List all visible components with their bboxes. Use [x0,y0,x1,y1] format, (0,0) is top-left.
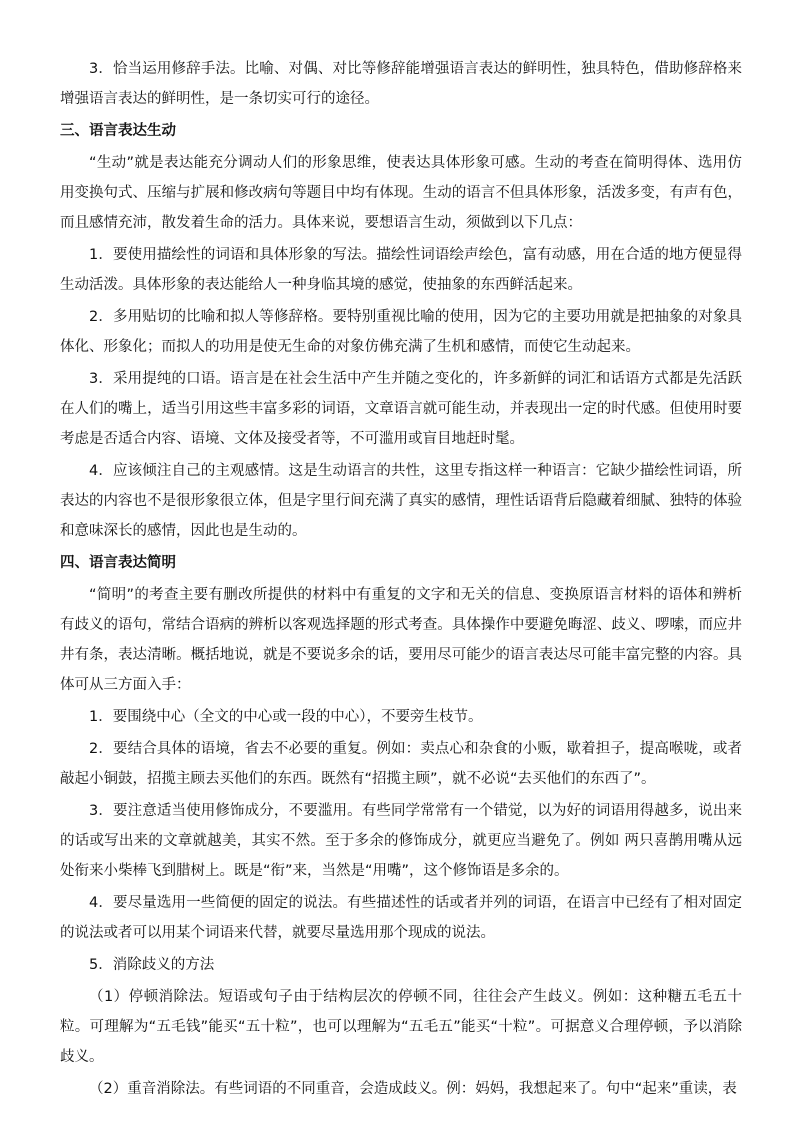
paragraph: 3．采用提纯的口语。语言是在社会生活中产生并随之变化的，许多新鲜的词汇和话语方式都是先活跃在人们的嘴上，适当引用这些丰富多彩的词语，文章语言就可能生动，并表现出一定的时代感。但使用时要考虑是否适合内容、语境、文体及接受者等，不可滥用或盲目地赶时髦。 [60,371,742,447]
section-heading: 四、语言表达简明 [60,555,176,571]
paragraph: 1．要使用描绘性的词语和具体形象的写法。描绘性词语绘声绘色，富有动感，用在合适的地方便显得生动活泼。具体形象的表达能给人一种身临其境的感觉，使抽象的东西鲜活起来。 [60,247,742,293]
paragraph: （1）停顿消除法。短语或句子由于结构层次的停顿不同，往往会产生歧义。例如：这种糖五毛五十粒。可理解为“五毛钱”能买“五十粒”，也可以理解为“五毛五”能买“十粒”。可据意义合理停顿，予以消除歧义。 [60,989,742,1065]
paragraph: 4．应该倾注自己的主观感情。这是生动语言的共性，这里专指这样一种语言：它缺少描绘性词语，所表达的内容也不是很形象很立体，但是字里行间充满了真实的感情，理性话语背后隐藏着细腻、独特的体验和意味深长的感情，因此也是生动的。 [60,463,742,539]
document-page [60,54,742,1106]
paragraph: 4．要尽量选用一些简便的固定的说法。有些描述性的话或者并列的词语，在语言中已经有了相对固定的说法或者可以用某个词语来代替，就要尽量选用那个现成的说法。 [60,895,742,941]
paragraph: 2．要结合具体的语境，省去不必要的重复。例如：卖点心和杂食的小贩，歇着担子，提高喉咙，或者敲起小铜鼓，招揽主顾去买他们的东西。既然有“招揽主顾”，就不必说“去买他们的东西了”。 [60,741,742,787]
section-heading: 三、语言表达生动 [60,123,176,139]
paragraph: “生动”就是表达能充分调动人们的形象思维，使表达具体形象可感。生动的考查在简明得体、选用仿用变换句式、压缩与扩展和修改病句等题目中均有体现。生动的语言不但具体形象，活泼多变，有声有色，而且感情充沛，散发着生命的活力。具体来说，要想语言生动，须做到以下几点： [60,155,742,231]
paragraph: （2）重音消除法。有些词语的不同重音，会造成歧义。例：妈妈，我想起来了。句中“起来”重读，表 [89,1081,737,1097]
paragraph: 3．恰当运用修辞手法。比喻、对偶、对比等修辞能增强语言表达的鲜明性，独具特色，借助修辞格来增强语言表达的鲜明性，是一条切实可行的途径。 [60,61,742,107]
paragraph: 1．要围绕中心（全文的中心或一段的中心），不要旁生枝节。 [89,709,483,725]
paragraph: 5．消除歧义的方法 [89,957,215,973]
paragraph: 3．要注意适当使用修饰成分，不要滥用。有些同学常常有一个错觉，以为好的词语用得越多，说出来的话或写出来的文章就越美，其实不然。至于多余的修饰成分，就更应当避免了。例如 两只喜鹊用嘴从远处衔来小柴棒飞到腊树上。既是“衔”来，当然是“用嘴”，这个修饰语是多余的。 [60,803,742,879]
paragraph: “简明”的考查主要有删改所提供的材料中有重复的文字和无关的信息、变换原语言材料的语体和辨析有歧义的语句，常结合语病的辨析以客观选择题的形式考查。具体操作中要避免晦涩、歧义、啰嗦，而应井井有条，表达清晰。概括地说，就是不要说多余的话，要用尽可能少的语言表达尽可能丰富完整的内容。具体可从三方面入手： [60,587,742,693]
paragraph: 2．多用贴切的比喻和拟人等修辞格。要特别重视比喻的使用，因为它的主要功用就是把抽象的对象具体化、形象化；而拟人的功用是使无生命的对象仿佛充满了生机和感情，而使它生动起来。 [60,309,742,355]
